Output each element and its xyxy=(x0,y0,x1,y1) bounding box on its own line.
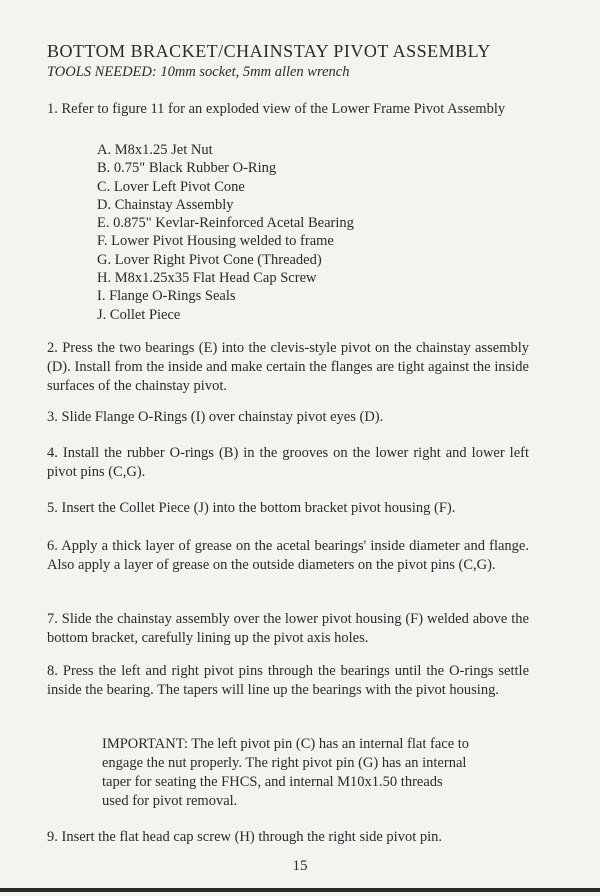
step-8: 8. Press the left and right pivot pins through the bearings until the O-rings settle inside the bearing. The tapers will line up the bearings with the pivot housing. xyxy=(47,663,529,698)
part-item-e: E. 0.875" Kevlar-Reinforced Acetal Bearing xyxy=(97,215,354,232)
section-title: BOTTOM BRACKET/CHAINSTAY PIVOT ASSEMBLY xyxy=(47,41,491,61)
part-item-j: J. Collet Piece xyxy=(97,306,181,323)
part-item-f: F. Lower Pivot Housing welded to frame xyxy=(97,233,334,250)
step-1: 1. Refer to figure 11 for an exploded view of the Lower Frame Pivot Assembly xyxy=(47,101,506,117)
step-3: 3. Slide Flange O-Rings (I) over chainstay pivot eyes (D). xyxy=(47,409,384,425)
part-item-c: C. Lover Left Pivot Cone xyxy=(97,178,245,195)
important-note: IMPORTANT: The left pivot pin (C) has an internal flat face to engage the nut properly. The right pivot pin (G) has an internal taper for seating the FHCS, and internal M10x1.50 threads used for pivot removal. xyxy=(102,736,470,809)
step-4: 4. Install the rubber O-rings (B) in the grooves on the lower right and lower left pivot pins (C,G). xyxy=(47,445,529,480)
step-9: 9. Insert the flat head cap screw (H) through the right side pivot pin. xyxy=(47,829,443,845)
part-item-i: I. Flange O-Rings Seals xyxy=(97,288,236,305)
bottom-rule xyxy=(0,888,600,892)
part-item-g: G. Lover Right Pivot Cone (Threaded) xyxy=(97,251,322,268)
step-2: 2. Press the two bearings (E) into the clevis-style pivot on the chainstay assembly (D). Install from the inside and make certain the flanges are tight against the inside surfaces of the chainstay pivot. xyxy=(47,340,529,394)
part-item-b: B. 0.75" Black Rubber O-Ring xyxy=(97,160,277,177)
page-content xyxy=(47,40,529,845)
step-7: 7. Slide the chainstay assembly over the lower pivot housing (F) welded above the bottom bracket, carefully lining up the pivot axis holes. xyxy=(47,611,529,646)
parts-list xyxy=(97,141,354,324)
part-item-a: A. M8x1.25 Jet Nut xyxy=(97,142,213,158)
page-number: 15 xyxy=(292,858,308,874)
part-item-h: H. M8x1.25x35 Flat Head Cap Screw xyxy=(97,270,317,287)
step-5: 5. Insert the Collet Piece (J) into the bottom bracket pivot housing (F). xyxy=(47,500,456,516)
tools-needed: TOOLS NEEDED: 10mm socket, 5mm allen wrench xyxy=(47,64,350,80)
part-item-d: D. Chainstay Assembly xyxy=(97,196,234,213)
step-6: 6. Apply a thick layer of grease on the acetal bearings' inside diameter and flange. Also apply a layer of grease on the outside diameters on the pivot pins (C,G). xyxy=(47,538,529,573)
